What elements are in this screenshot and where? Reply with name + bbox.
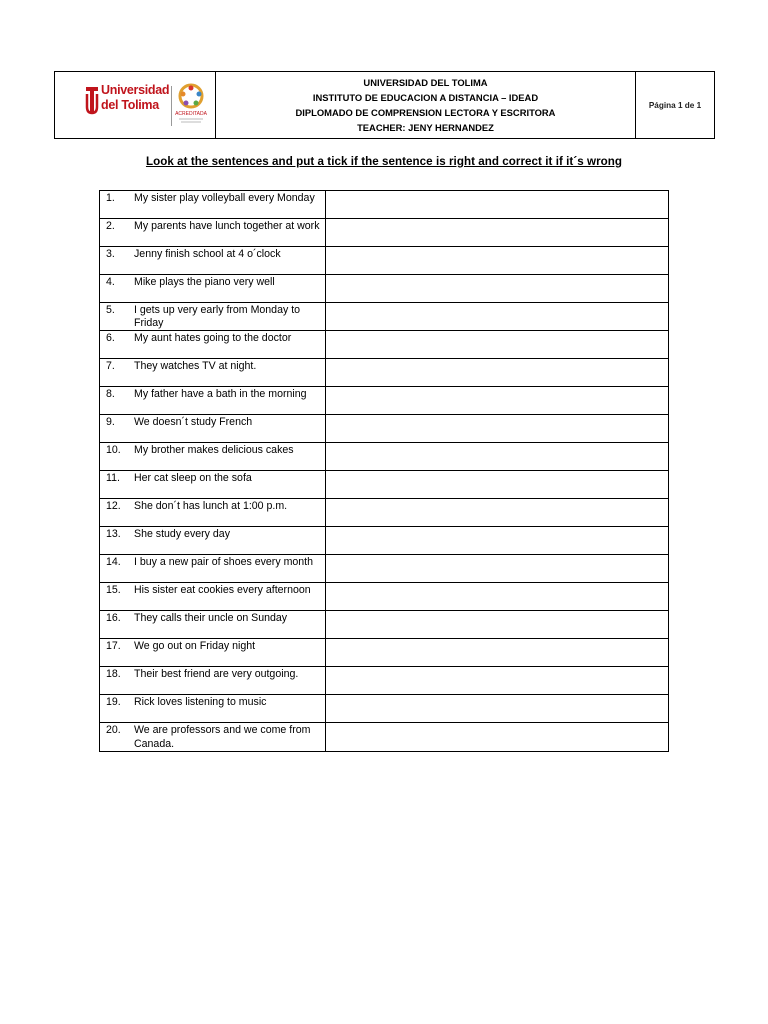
sentence-text: We go out on Friday night: [134, 640, 256, 653]
logo-divider: [171, 86, 172, 126]
table-row: [100, 639, 669, 667]
sentence-text: My parents have lunch together at work: [134, 220, 320, 232]
answer-cell[interactable]: [326, 443, 669, 471]
sentence-cell: [100, 275, 326, 303]
exercise-table: [99, 190, 669, 752]
sentence-cell: [100, 191, 326, 219]
header-title-line: TEACHER: JENY HERNANDEZ: [357, 122, 494, 133]
table-row: [100, 303, 669, 331]
university-logo-icon: [85, 85, 99, 115]
page-number: Página 1 de 1: [648, 100, 702, 110]
answer-cell[interactable]: [326, 723, 669, 751]
table-row: [100, 387, 669, 415]
sentence-cell: [100, 611, 326, 639]
sentence-cell: [100, 555, 326, 583]
sentence-number: 11.: [106, 472, 120, 485]
sentence-text: His sister eat cookies every afternoon: [134, 584, 311, 597]
sentence-cell: [100, 723, 326, 751]
table-row: [100, 555, 669, 583]
answer-cell[interactable]: [326, 499, 669, 527]
sentence-cell: [100, 667, 326, 695]
answer-cell[interactable]: [326, 611, 669, 639]
answer-cell[interactable]: [326, 387, 669, 415]
sentence-cell: [100, 415, 326, 443]
sentence-number: 7.: [106, 360, 115, 373]
answer-cell[interactable]: [326, 247, 669, 275]
table-row: [100, 723, 669, 751]
table-row: [100, 583, 669, 611]
sentence-text: I gets up very early from Monday to Friday: [134, 304, 301, 330]
sentence-text: They watches TV at night.: [134, 360, 257, 373]
sentence-number: 2.: [106, 220, 115, 232]
sentence-number: 19.: [106, 696, 121, 709]
sentence-number: 14.: [106, 556, 121, 569]
answer-cell[interactable]: [326, 583, 669, 611]
sentence-cell: [100, 331, 326, 359]
sentence-number: 12.: [106, 500, 121, 513]
sentence-cell: [100, 471, 326, 499]
sentence-number: 8.: [106, 388, 115, 401]
answer-cell[interactable]: [326, 303, 669, 331]
table-row: [100, 359, 669, 387]
sentence-cell: [100, 359, 326, 387]
sentence-text: My brother makes delicious cakes: [134, 444, 294, 457]
answer-cell[interactable]: [326, 555, 669, 583]
sentence-text: Their best friend are very outgoing.: [134, 668, 299, 681]
sentence-number: 4.: [106, 276, 115, 288]
table-row: [100, 191, 669, 219]
sentence-number: 6.: [106, 332, 115, 345]
sentence-cell: [100, 499, 326, 527]
answer-cell[interactable]: [326, 275, 669, 303]
sentence-number: 20.: [106, 724, 121, 737]
sentence-cell: [100, 303, 326, 331]
answer-cell[interactable]: [326, 331, 669, 359]
sentence-cell: [100, 583, 326, 611]
table-row: [100, 471, 669, 499]
sentence-text: They calls their uncle on Sunday: [134, 612, 288, 625]
sentence-cell: [100, 443, 326, 471]
answer-cell[interactable]: [326, 359, 669, 387]
logo-cell: [55, 72, 216, 138]
sentence-number: 1.: [106, 192, 115, 204]
header-title-block: [216, 72, 636, 138]
answer-cell[interactable]: [326, 527, 669, 555]
sentence-text: I buy a new pair of shoes every month: [134, 556, 314, 569]
sentence-cell: [100, 527, 326, 555]
table-row: [100, 219, 669, 247]
sentence-cell: [100, 387, 326, 415]
sentence-text: My aunt hates going to the doctor: [134, 332, 292, 345]
answer-cell[interactable]: [326, 219, 669, 247]
accreditation-seal-icon: [175, 82, 207, 128]
sentence-text: Rick loves listening to music: [134, 696, 267, 709]
table-row: [100, 443, 669, 471]
table-row: [100, 667, 669, 695]
answer-cell[interactable]: [326, 191, 669, 219]
sentence-number: 15.: [106, 584, 121, 597]
answer-cell[interactable]: [326, 471, 669, 499]
sentence-number: 13.: [106, 528, 121, 541]
answer-cell[interactable]: [326, 639, 669, 667]
header-title-line: INSTITUTO DE EDUCACION A DISTANCIA – IDEAD: [312, 92, 539, 103]
table-row: [100, 415, 669, 443]
sentence-number: 5.: [106, 304, 115, 316]
sentence-number: 18.: [106, 668, 121, 681]
header-title-line: DIPLOMADO DE COMPRENSION LECTORA Y ESCRITORA: [295, 107, 556, 118]
table-row: [100, 499, 669, 527]
table-row: [100, 247, 669, 275]
sentence-number: 3.: [106, 248, 115, 260]
document-header: [54, 71, 715, 139]
page-number-cell: [636, 72, 714, 138]
sentence-number: 17.: [106, 640, 121, 653]
sentence-text: Mike plays the piano very well: [134, 276, 275, 288]
sentence-cell: [100, 247, 326, 275]
svg-text:ACREDITADA: ACREDITADA: [175, 111, 207, 117]
answer-cell[interactable]: [326, 415, 669, 443]
table-row: [100, 275, 669, 303]
answer-cell[interactable]: [326, 667, 669, 695]
table-row: [100, 611, 669, 639]
sentence-text: We are professors and we come from Canada.: [134, 724, 311, 750]
sentence-text: Jenny finish school at 4 o´clock: [134, 248, 281, 260]
sentence-text: We doesn´t study French: [134, 416, 253, 429]
sentence-cell: [100, 695, 326, 723]
sentence-number: 16.: [106, 612, 121, 625]
sentence-text: She don´t has lunch at 1:00 p.m.: [134, 500, 288, 513]
university-logo-text: Universidad del Tolima: [101, 83, 170, 112]
table-row: [100, 695, 669, 723]
sentence-text: She study every day: [134, 528, 230, 541]
sentence-number: 10.: [106, 444, 121, 457]
header-title-line: UNIVERSIDAD DEL TOLIMA: [363, 77, 488, 88]
table-row: [100, 527, 669, 555]
table-row: [100, 331, 669, 359]
sentence-cell: [100, 219, 326, 247]
answer-cell[interactable]: [326, 695, 669, 723]
sentence-text: My father have a bath in the morning: [134, 388, 307, 401]
instruction-text: Look at the sentences and put a tick if the sentence is right and correct it if it´s wrong: [145, 155, 623, 168]
sentence-text: My sister play volleyball every Monday: [134, 192, 315, 204]
sentence-cell: [100, 639, 326, 667]
sentence-text: Her cat sleep on the sofa: [134, 472, 252, 485]
sentence-number: 9.: [106, 416, 115, 429]
